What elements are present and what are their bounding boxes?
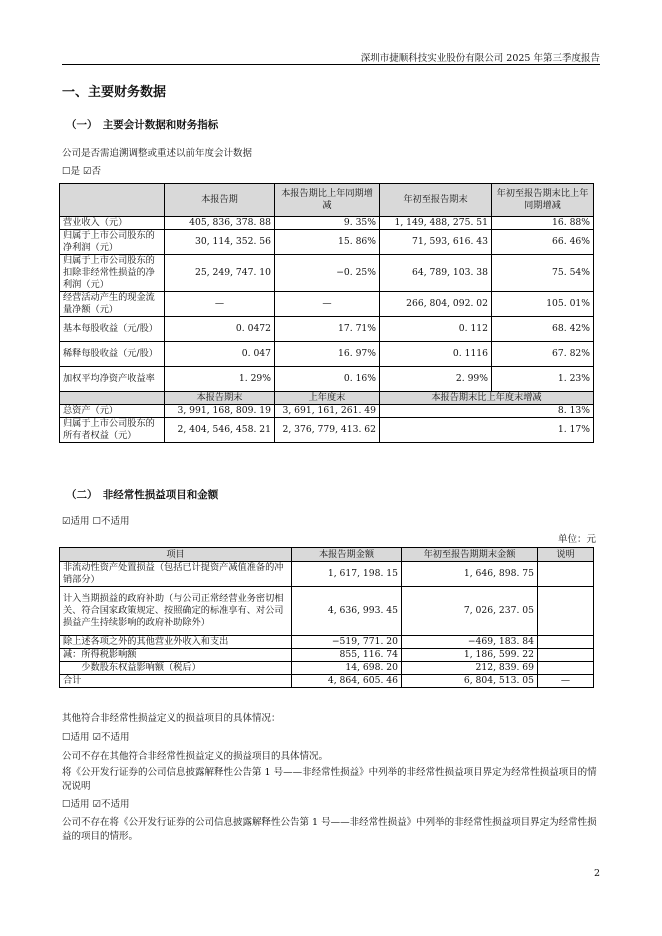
table-cell — [538, 587, 594, 636]
column-header: 项目 — [60, 548, 292, 562]
table-cell: 16. 97% — [275, 342, 380, 367]
table-row — [60, 675, 594, 688]
restatement-options: ☐是 ☑否 — [62, 166, 102, 177]
table-row — [60, 562, 594, 587]
row-label: 合计 — [60, 675, 292, 688]
table-cell: 1. 29% — [165, 367, 275, 392]
section-title: 一、主要财务数据 — [62, 85, 167, 100]
table-cell: 2, 404, 546, 458. 21 — [165, 418, 275, 443]
table-cell: 71, 593, 616. 43 — [380, 230, 492, 255]
column-header: 年初至报告期末比上年同期增减 — [492, 184, 594, 217]
column-header: 上年度末 — [275, 392, 380, 405]
other-items-title: 其他符合非经常性损益定义的损益项目的具体情况： — [62, 713, 281, 724]
table-cell — [538, 649, 594, 662]
column-header: 本报告期 — [165, 184, 275, 217]
table-cell: 1. 23% — [492, 367, 594, 392]
column-header: 本报告期金额 — [292, 548, 402, 562]
table-cell: 6, 804, 513. 05 — [402, 675, 538, 688]
table-cell: −469, 183. 84 — [402, 636, 538, 649]
row-label: 少数股东权益影响额（税后） — [60, 662, 292, 675]
table-row — [60, 649, 594, 662]
row-label: 归属于上市公司股东的扣除非经常性损益的净利润（元） — [60, 255, 165, 292]
nonrecurring-options: ☑适用 ☐不适用 — [62, 516, 130, 527]
table-row — [60, 662, 594, 675]
table-cell: 68. 42% — [492, 317, 594, 342]
table-row — [60, 230, 594, 255]
row-label: 基本每股收益（元/股） — [60, 317, 165, 342]
table-cell: 0. 16% — [275, 367, 380, 392]
column-header — [60, 392, 165, 405]
table-cell: 0. 047 — [165, 342, 275, 367]
column-header: 本报告期末 — [165, 392, 275, 405]
other-items-options: ☐适用 ☑不适用 — [62, 732, 130, 743]
page-number: 2 — [593, 868, 600, 879]
row-label: 除上述各项之外的其他营业外收入和支出 — [60, 636, 292, 649]
row-label: 经营活动产生的现金流量净额（元） — [60, 292, 165, 317]
row-label: 总资产（元） — [60, 405, 165, 418]
table-cell: 1, 186, 599. 22 — [402, 649, 538, 662]
table-row — [60, 636, 594, 649]
table-cell: 4, 864, 605. 46 — [292, 675, 402, 688]
table-cell: −0. 25% — [275, 255, 380, 292]
table-cell: 9. 35% — [275, 217, 380, 230]
table-cell: 15. 86% — [275, 230, 380, 255]
table-cell: 1, 149, 488, 275. 51 — [380, 217, 492, 230]
row-label: 计入当期损益的政府补助（与公司正常经营业务密切相关、符合国家政策规定、按照确定的标准享有、对公司损益产生持续影响的政府补助除外） — [60, 587, 292, 636]
column-header — [60, 184, 165, 217]
table-cell: 105. 01% — [492, 292, 594, 317]
table-cell: 0. 112 — [380, 317, 492, 342]
report-header: 深圳市捷顺科技实业股份有限公司 2025 年第三季度报告 — [360, 53, 600, 64]
table-cell: 405, 836, 378. 88 — [165, 217, 275, 230]
table-row — [60, 255, 594, 292]
definition-result: 公司不存在将《公开发行证券的公司信息披露解释性公告第 1 号——非经常性损益》中列举的非经常性损益项目界定为经常性损益的项目的情形。 — [62, 817, 597, 842]
table-row — [60, 317, 594, 342]
table-row — [60, 587, 594, 636]
table-cell: −519, 771. 20 — [292, 636, 402, 649]
table-header-row — [60, 392, 594, 405]
table-header-row — [60, 184, 594, 217]
table-cell: 2. 99% — [380, 367, 492, 392]
table-row — [60, 292, 594, 317]
header-rule — [62, 64, 600, 65]
table-cell: 25, 249, 747. 10 — [165, 255, 275, 292]
table-row — [60, 367, 594, 392]
row-label: 归属于上市公司股东的所有者权益（元） — [60, 418, 165, 443]
table-cell: 0. 0472 — [165, 317, 275, 342]
subsection-title-accounting: （一） 主要会计数据和财务指标 — [66, 119, 219, 131]
table-row — [60, 418, 594, 443]
table-cell: 0. 1116 — [380, 342, 492, 367]
table-cell: 67. 82% — [492, 342, 594, 367]
table-cell: 1, 617, 198. 15 — [292, 562, 402, 587]
other-items-text: 公司不存在其他符合非经常性损益定义的损益项目的具体情况。 — [62, 751, 329, 762]
subsection-title-nonrecurring: （二） 非经常性损益项目和金额 — [66, 489, 219, 501]
table-row — [60, 342, 594, 367]
row-label: 归属于上市公司股东的净利润（元） — [60, 230, 165, 255]
definition-text: 将《公开发行证券的公司信息披露解释性公告第 1 号——非经常性损益》中列举的非经常性损益项目界定为经常性损益项目的情况说明 — [62, 767, 597, 792]
column-header: 本报告期末比上年度末增减 — [380, 392, 594, 405]
table-cell — [538, 636, 594, 649]
table-cell — [538, 562, 594, 587]
table-cell: 3, 691, 161, 261. 49 — [275, 405, 380, 418]
table-cell: 17. 71% — [275, 317, 380, 342]
unit-label: 单位：元 — [557, 534, 596, 545]
table-cell: 266, 804, 092. 02 — [380, 292, 492, 317]
row-label: 非流动性资产处置损益（包括已计提资产减值准备的冲销部分） — [60, 562, 292, 587]
column-header: 本报告期比上年同期增减 — [275, 184, 380, 217]
table-cell: 8. 13% — [380, 405, 594, 418]
table-cell: 3, 991, 168, 809. 19 — [165, 405, 275, 418]
table-cell: 66. 46% — [492, 230, 594, 255]
restatement-question: 公司是否需追溯调整或重述以前年度会计数据 — [62, 148, 253, 159]
table-cell: 855, 116. 74 — [292, 649, 402, 662]
table-cell: 1. 17% — [380, 418, 594, 443]
column-header: 年初至报告期末 — [380, 184, 492, 217]
table-cell: 16. 88% — [492, 217, 594, 230]
table-cell: 2, 376, 779, 413. 62 — [275, 418, 380, 443]
table-cell: 30, 114, 352. 56 — [165, 230, 275, 255]
table-cell: 75. 54% — [492, 255, 594, 292]
column-header: 说明 — [538, 548, 594, 562]
table-header-row — [60, 548, 594, 562]
row-label: 减：所得税影响额 — [60, 649, 292, 662]
column-header: 年初至报告期期末金额 — [402, 548, 538, 562]
table-cell: 4, 636, 993. 45 — [292, 587, 402, 636]
table-cell: — — [538, 675, 594, 688]
table-cell — [538, 662, 594, 675]
nonrecurring-table — [59, 547, 594, 688]
row-label: 稀释每股收益（元/股） — [60, 342, 165, 367]
table-cell: 1, 646, 898. 75 — [402, 562, 538, 587]
accounting-data-table — [59, 183, 594, 443]
row-label: 加权平均净资产收益率 — [60, 367, 165, 392]
table-cell: — — [165, 292, 275, 317]
table-cell: — — [275, 292, 380, 317]
table-cell: 212, 839. 69 — [402, 662, 538, 675]
table-row — [60, 405, 594, 418]
table-cell: 7, 026, 237. 05 — [402, 587, 538, 636]
table-row — [60, 217, 594, 230]
table-cell: 64, 789, 103. 38 — [380, 255, 492, 292]
definition-options: ☐适用 ☑不适用 — [62, 799, 130, 810]
row-label: 营业收入（元） — [60, 217, 165, 230]
table-cell: 14, 698. 20 — [292, 662, 402, 675]
